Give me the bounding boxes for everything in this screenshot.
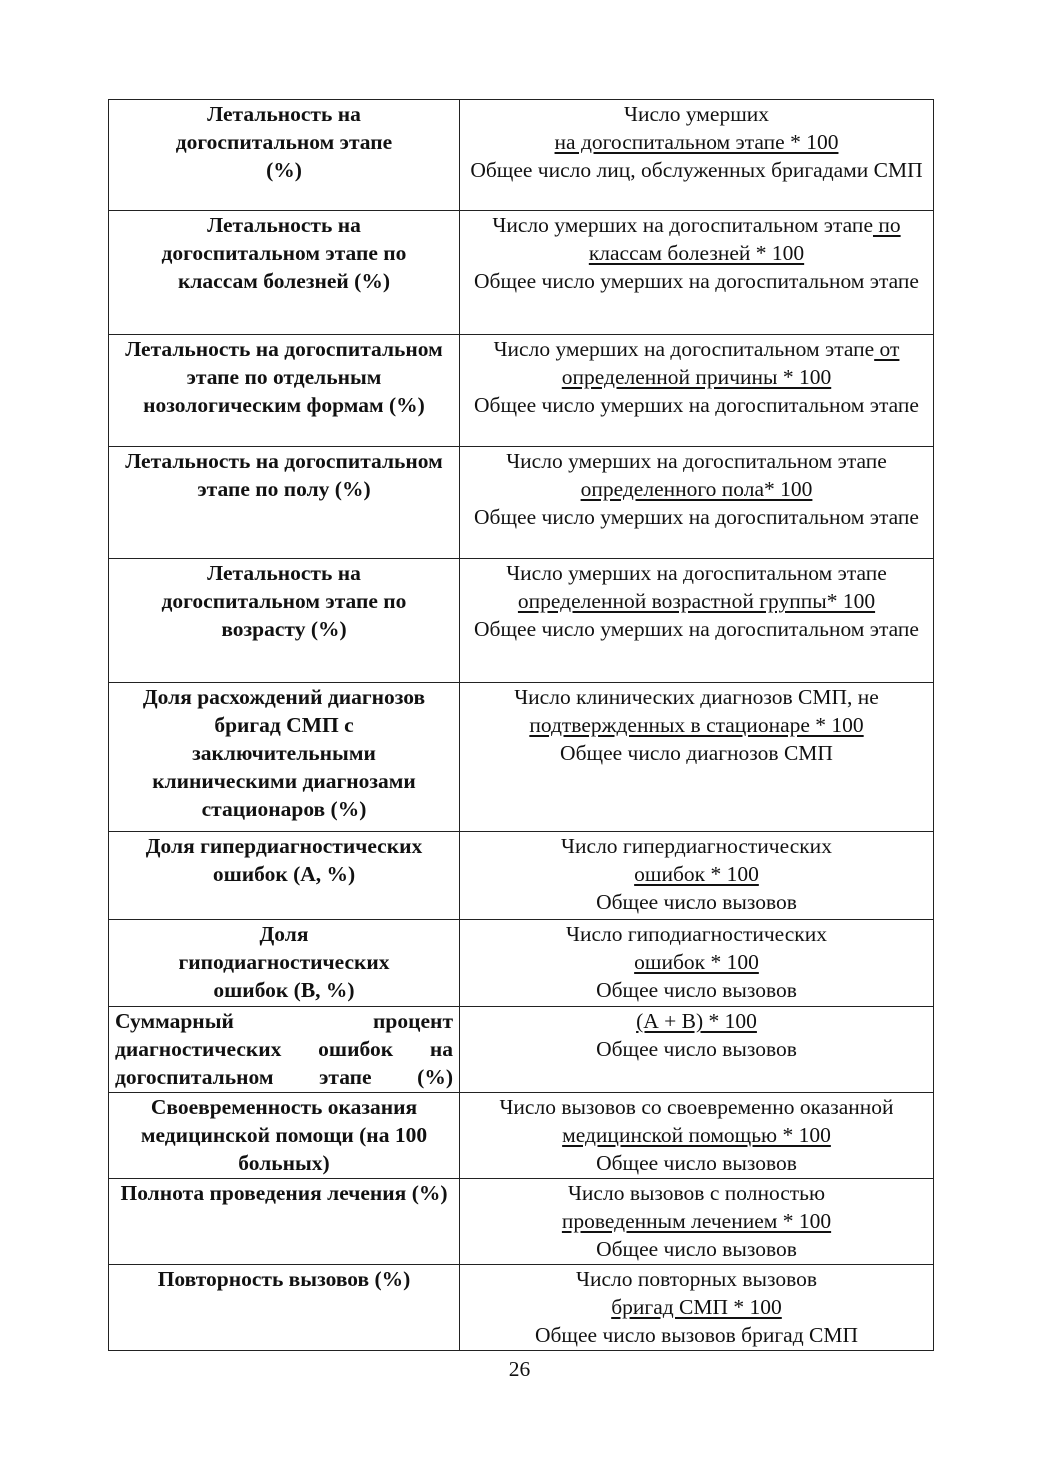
indicators-table — [108, 99, 934, 1351]
indicator-name: Летальность на догоспитальном этапе по классам болезней (%) — [161, 213, 407, 293]
formula-cell — [460, 920, 934, 1007]
table-row — [109, 1265, 934, 1351]
indicator-cell — [109, 335, 460, 447]
formula-denominator: Общее число умерших на догоспитальном этапе — [474, 505, 919, 529]
indicator-cell — [109, 832, 460, 920]
formula-cell — [460, 832, 934, 920]
formula-numerator: (А + В) * 100 — [636, 1009, 757, 1033]
formula-numerator: определенного пола* 100 — [580, 477, 813, 501]
formula-denominator: Общее число вызовов — [596, 1037, 797, 1061]
formula-numerator-prefix: Число клинических диагнозов СМП, не — [514, 685, 879, 709]
formula-numerator: от определенной причины * 100 — [561, 337, 900, 389]
indicator-name: Доля расхождений диагнозов бригад СМП с заключительными клиническими диагнозами стационаров (%) — [142, 685, 426, 821]
formula-numerator: ошибок * 100 — [634, 950, 759, 974]
table-row — [109, 1007, 934, 1093]
table-row — [109, 211, 934, 335]
indicator-name: Суммарный процент диагностических ошибок на догоспитальном этапе (%) — [115, 1009, 453, 1089]
formula-numerator: подтвержденных в стационаре * 100 — [529, 713, 864, 737]
indicator-name: Полнота проведения лечения (%) — [120, 1181, 448, 1205]
formula-cell — [460, 559, 934, 683]
indicator-cell — [109, 1179, 460, 1265]
formula-cell — [460, 211, 934, 335]
page-number: 26 — [508, 1357, 531, 1381]
formula-numerator-prefix: Число гиподиагностических — [565, 922, 827, 946]
formula-denominator: Общее число вызовов — [596, 1151, 797, 1175]
formula-numerator: ошибок * 100 — [634, 862, 759, 886]
indicator-name: Доля гипердиагностических ошибок (А, %) — [145, 834, 423, 886]
indicator-name: Летальность на догоспитальном этапе по отдельным нозологическим формам (%) — [125, 337, 443, 417]
table-row — [109, 1093, 934, 1179]
formula-numerator: на догоспитальном этапе * 100 — [554, 130, 839, 154]
formula-numerator: проведенным лечением * 100 — [561, 1209, 832, 1233]
indicator-cell — [109, 100, 460, 211]
formula-numerator-prefix: Число вызовов с полностью — [567, 1181, 826, 1205]
formula-numerator: по классам болезней * 100 — [588, 213, 901, 265]
formula-cell — [460, 1179, 934, 1265]
indicator-cell — [109, 1265, 460, 1351]
table-row — [109, 100, 934, 211]
indicator-cell — [109, 559, 460, 683]
formula-cell — [460, 335, 934, 447]
formula-numerator-prefix: Число умерших на догоспитальном этапе — [492, 213, 873, 237]
formula-cell — [460, 100, 934, 211]
formula-numerator-prefix: Число умерших на догоспитальном этапе — [493, 337, 875, 361]
formula-numerator: бригад СМП * 100 — [611, 1295, 782, 1319]
formula-cell — [460, 1265, 934, 1351]
formula-numerator-prefix: Число повторных вызовов — [575, 1267, 818, 1291]
formula-numerator: медицинской помощью * 100 — [562, 1123, 831, 1147]
indicator-cell — [109, 1007, 460, 1093]
formula-cell — [460, 1007, 934, 1093]
formula-numerator-prefix: Число умерших — [623, 102, 770, 126]
formula-denominator: Общее число лиц, обслуженных бригадами СМП — [470, 158, 923, 182]
formula-cell — [460, 447, 934, 559]
formula-denominator: Общее число вызовов бригад СМП — [534, 1323, 859, 1347]
formula-numerator-prefix: Число умерших на догоспитальном этапе — [506, 561, 887, 585]
formula-numerator-prefix: Число гипердиагностических — [561, 834, 832, 858]
formula-denominator: Общее число вызовов — [596, 1237, 797, 1261]
formula-denominator: Общее число умерших на догоспитальном этапе — [474, 393, 919, 417]
table-row — [109, 1179, 934, 1265]
formula-numerator-prefix: Число вызовов со своевременно оказанной — [499, 1095, 894, 1119]
indicator-name: Повторность вызовов (%) — [157, 1267, 411, 1291]
indicator-cell — [109, 447, 460, 559]
table-row — [109, 683, 934, 832]
formula-numerator: определенной возрастной группы* 100 — [517, 589, 876, 613]
indicator-cell — [109, 1093, 460, 1179]
formula-denominator: Общее число умерших на догоспитальном этапе — [474, 269, 919, 293]
table-row — [109, 447, 934, 559]
indicator-name: Своевременность оказания медицинской помощи (на 100 больных) — [140, 1095, 428, 1175]
table-row — [109, 335, 934, 447]
formula-denominator: Общее число вызовов — [596, 890, 797, 914]
table-row — [109, 832, 934, 920]
indicator-cell — [109, 683, 460, 832]
indicator-cell — [109, 211, 460, 335]
indicator-name: Летальность на догоспитальном этапе по возрасту (%) — [161, 561, 407, 641]
formula-denominator: Общее число умерших на догоспитальном этапе — [474, 617, 919, 641]
indicator-name: Доля гиподиагностических ошибок (В, %) — [178, 922, 390, 1002]
formula-denominator: Общее число диагнозов СМП — [560, 741, 833, 765]
formula-cell — [460, 1093, 934, 1179]
formula-cell — [460, 683, 934, 832]
table-row — [109, 559, 934, 683]
formula-denominator: Общее число вызовов — [596, 978, 797, 1002]
indicator-name: Летальность на догоспитальном этапе по полу (%) — [125, 449, 443, 501]
table-row — [109, 920, 934, 1007]
indicator-name: Летальность на догоспитальном этапе (%) — [175, 102, 393, 182]
formula-numerator-prefix: Число умерших на догоспитальном этапе — [506, 449, 887, 473]
indicator-cell — [109, 920, 460, 1007]
